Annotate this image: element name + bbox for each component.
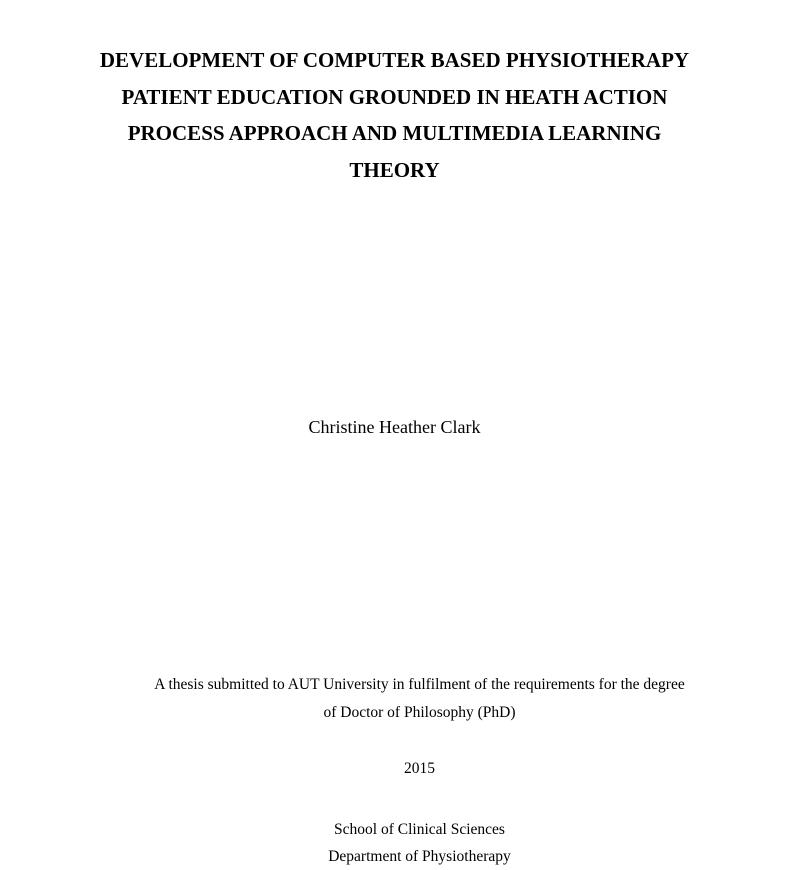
title-line-2: PATIENT EDUCATION GROUNDED IN HEATH ACTION xyxy=(121,84,668,109)
department-name: Department of Physiotherapy xyxy=(328,848,511,865)
title-line-4: THEORY xyxy=(349,157,440,182)
affiliation xyxy=(0,816,789,870)
author-name: Christine Heather Clark xyxy=(308,417,481,437)
thesis-title xyxy=(0,42,789,188)
title-line-3: PROCESS APPROACH AND MULTIMEDIA LEARNING xyxy=(127,121,662,145)
degree-statement-line-2: of Doctor of Philosophy (PhD) xyxy=(323,704,516,721)
degree-statement xyxy=(0,671,789,727)
title-line-1: DEVELOPMENT OF COMPUTER BASED PHYSIOTHERAPY xyxy=(99,48,690,72)
submission-year: 2015 xyxy=(404,760,435,777)
school-name: School of Clinical Sciences xyxy=(334,821,505,838)
degree-statement-line-1: A thesis submitted to AUT University in fulfilment of the requirements for the degree xyxy=(154,676,685,693)
